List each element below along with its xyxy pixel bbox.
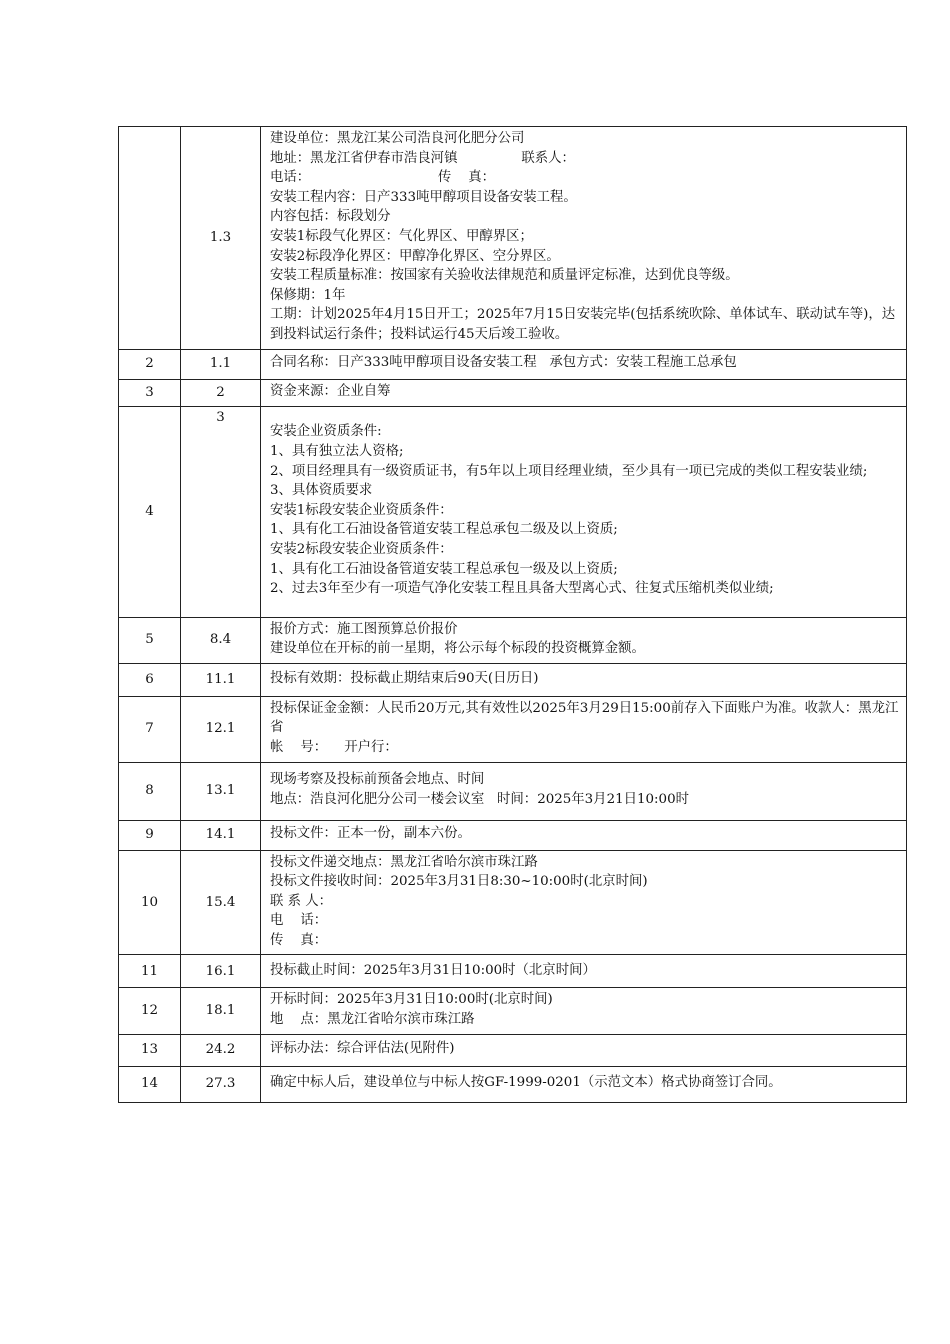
content-line: 内容包括：标段划分 [270, 209, 391, 225]
row-number: 4 [119, 406, 181, 617]
row-number: 14 [119, 1066, 181, 1102]
clause-number: 11.1 [181, 663, 261, 696]
clause-number: 27.3 [181, 1066, 261, 1102]
table-row [119, 850, 907, 955]
row-number: 8 [119, 762, 181, 820]
clause-content [261, 820, 907, 850]
clause-content [261, 406, 907, 617]
row-number: 11 [119, 955, 181, 988]
row-number: 2 [119, 349, 181, 379]
content-line: 现场考察及投标前预备会地点、时间 [270, 772, 485, 788]
clause-content [261, 988, 907, 1034]
content-line: 安装2标段净化界区：甲醇净化界区、空分界区。 [270, 248, 560, 264]
clause-number: 13.1 [181, 762, 261, 820]
content-line: 电 话： [270, 913, 328, 929]
table-row [119, 379, 907, 406]
clause-number: 1.1 [181, 349, 261, 379]
content-line: 报价方式：施工图预算总价报价 [270, 621, 458, 637]
content-line: 确定中标人后，建设单位与中标人按GF-1999-0201（示范文本）格式协商签订合同。 [270, 1075, 782, 1091]
clause-number: 12.1 [181, 696, 261, 762]
row-number: 13 [119, 1034, 181, 1066]
table-row [119, 988, 907, 1034]
clause-number: 15.4 [181, 850, 261, 955]
content-line: 建设单位在开标的前一星期，将公示每个标段的投资概算金额。 [270, 641, 645, 657]
content-line: 投标文件递交地点：黑龙江省哈尔滨市珠江路 [270, 854, 538, 870]
table-row [119, 955, 907, 988]
content-line: 安装1标段气化界区：气化界区、甲醇界区； [270, 228, 533, 244]
row-number: 3 [119, 379, 181, 406]
document-page [118, 126, 907, 1103]
content-line: 投标保证金金额：人民币20万元,其有效性以2025年3月29日15:00前存入下面账户为准。收款人：黑龙江省 [270, 700, 899, 736]
clause-content [261, 379, 907, 406]
content-line: 投标有效期：投标截止期结束后90天(日历日) [270, 670, 539, 686]
clause-content [261, 617, 907, 663]
content-line: 安装企业资质条件: [270, 424, 382, 440]
content-line: 1、具有独立法人资格; [270, 443, 404, 459]
bid-data-table [118, 126, 907, 1103]
content-line: 地点：浩良河化肥分公司一楼会议室 时间：2025年3月21日10:00时 [270, 792, 689, 807]
clause-number: 1.3 [181, 127, 261, 350]
content-line: 安装2标段安装企业资质条件： [270, 541, 453, 557]
clause-content [261, 850, 907, 955]
table-row [119, 349, 907, 379]
content-line: 3、具体资质要求 [270, 483, 373, 499]
content-line: 安装工程质量标准：按国家有关验收法律规范和质量评定标准，达到优良等级。 [270, 268, 739, 284]
clause-number: 2 [181, 379, 261, 406]
content-line: 1、具有化工石油设备管道安装工程总承包二级及以上资质; [270, 522, 618, 538]
content-line: 保修期：1年 [270, 287, 346, 303]
table-row [119, 406, 907, 617]
table-row [119, 617, 907, 663]
content-line: 安装工程内容：日产333吨甲醇项目设备安装工程。 [270, 189, 577, 205]
content-line: 联 系 人： [270, 893, 333, 909]
clause-number: 18.1 [181, 988, 261, 1034]
content-line: 投标截止时间：2025年3月31日10:00时（北京时间） [270, 962, 596, 978]
table-body [119, 127, 907, 1103]
content-line: 资金来源：企业自筹 [270, 383, 391, 399]
content-line: 开标时间：2025年3月31日10:00时(北京时间) [270, 992, 553, 1008]
clause-content [261, 955, 907, 988]
clause-number: 3 [181, 406, 261, 617]
row-number: 5 [119, 617, 181, 663]
content-line: 2、项目经理具有一级资质证书，有5年以上项目经理业绩，至少具有一项已完成的类似工程安装业绩; [270, 463, 868, 479]
clause-content [261, 1066, 907, 1102]
clause-number: 8.4 [181, 617, 261, 663]
clause-number: 16.1 [181, 955, 261, 988]
row-number: 10 [119, 850, 181, 955]
table-row [119, 663, 907, 696]
row-number: 9 [119, 820, 181, 850]
table-row [119, 127, 907, 350]
content-line: 电话： 传 真： [270, 170, 496, 186]
row-number [119, 127, 181, 350]
content-line: 地址：黑龙江省伊春市浩良河镇 联系人： [270, 150, 575, 166]
content-line: 地 点：黑龙江省哈尔滨市珠江路 [270, 1012, 475, 1028]
clause-content [261, 762, 907, 820]
row-number: 12 [119, 988, 181, 1034]
clause-content [261, 663, 907, 696]
table-row [119, 820, 907, 850]
clause-content [261, 1034, 907, 1066]
content-line: 2、过去3年至少有一项造气净化安装工程且具备大型离心式、往复式压缩机类似业绩; [270, 581, 774, 597]
clause-content [261, 696, 907, 762]
content-line: 工期：计划2025年4月15日开工；2025年7月15日安装完毕(包括系统吹除、单体试车、联动试车等)，达到投料试运行条件；投料试运行45天后竣工验收。 [270, 307, 896, 342]
row-number: 7 [119, 696, 181, 762]
content-line: 评标办法：综合评估法(见附件) [270, 1041, 455, 1057]
content-line: 合同名称：日产333吨甲醇项目设备安装工程 承包方式：安装工程施工总承包 [270, 355, 737, 371]
content-line: 投标文件：正本一份，副本六份。 [270, 826, 471, 842]
clause-content [261, 127, 907, 350]
clause-number: 14.1 [181, 820, 261, 850]
row-number: 6 [119, 663, 181, 696]
content-line: 建设单位：黑龙江某公司浩良河化肥分公司 [270, 131, 525, 146]
table-row [119, 1034, 907, 1066]
table-row [119, 1066, 907, 1102]
content-line: 帐 号： 开户行： [270, 739, 398, 755]
content-line: 1、具有化工石油设备管道安装工程总承包一级及以上资质; [270, 561, 618, 577]
clause-content [261, 349, 907, 379]
content-line: 投标文件接收时间：2025年3月31日8:30~10:00时(北京时间) [270, 874, 648, 890]
table-row [119, 762, 907, 820]
clause-number: 24.2 [181, 1034, 261, 1066]
content-line: 安装1标段安装企业资质条件： [270, 502, 453, 518]
table-row [119, 696, 907, 762]
content-line: 传 真： [270, 932, 328, 948]
